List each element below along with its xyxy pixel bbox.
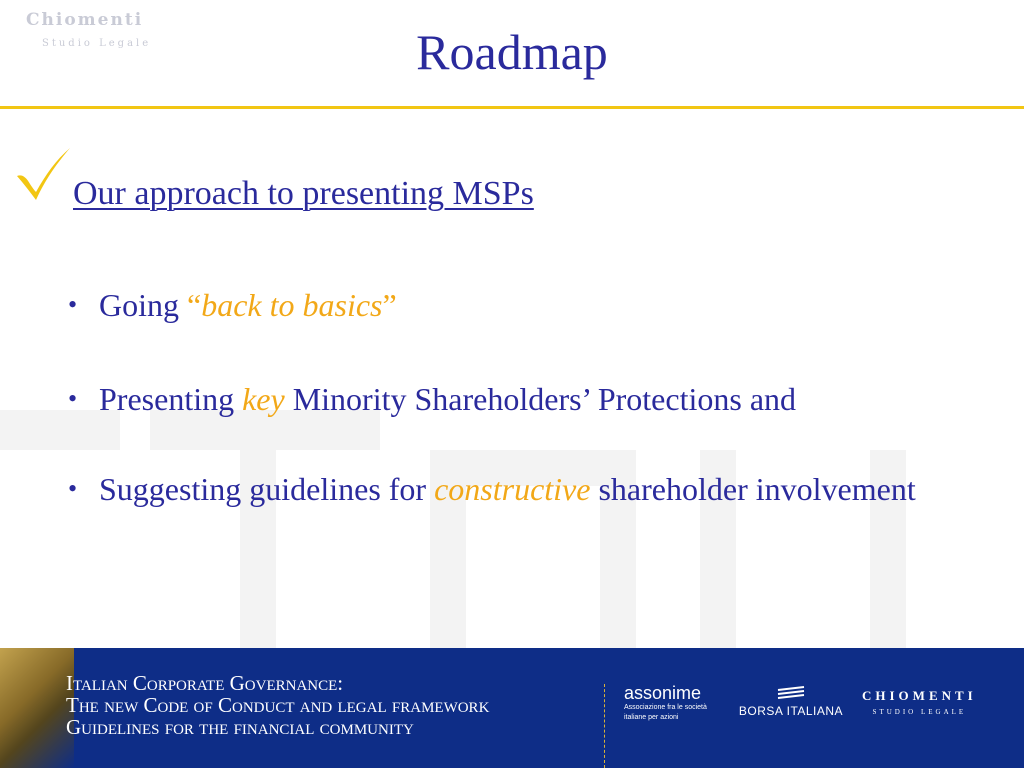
footer-separator (604, 684, 606, 768)
logo-line-2: Studio Legale (42, 38, 152, 49)
bullet-back-to-basics (64, 284, 994, 326)
checkmark-icon (14, 146, 72, 202)
bullet-text: Presenting (99, 381, 243, 417)
assonime-name: assonime (624, 683, 702, 703)
bullet-emphasis: key (242, 381, 285, 417)
slide-title: Roadmap (416, 24, 608, 80)
assonime-logo (624, 684, 707, 722)
section-heading: Our approach to presenting MSPs (73, 175, 534, 212)
borsa-name: BORSA ITALIANA (738, 704, 844, 718)
title-divider (0, 106, 1024, 109)
footer-line-1: Italian Corporate Governance: (66, 671, 344, 695)
bullet-text-rest: Minority Shareholders’ Protections and (284, 381, 797, 417)
bullet-emphasis: constructive (434, 471, 591, 507)
footer-line-3: Guidelines for the financial community (66, 715, 414, 739)
footer-line-2: The new Code of Conduct and legal framework (66, 693, 490, 717)
footer-banner (0, 648, 1024, 768)
bullet-text-rest: shareholder involvement (590, 471, 916, 507)
bullet-marker: • (68, 474, 78, 503)
bullet-marker: • (68, 384, 78, 413)
borsa-italiana-logo (736, 686, 846, 718)
footer-caption (66, 672, 489, 738)
chiomenti-subtitle: STUDIO LEGALE (872, 708, 967, 716)
logo-line-1: Chiomenti (26, 10, 144, 30)
bullet-marker: • (68, 290, 78, 319)
bullet-emphasis: back to basics (201, 287, 383, 323)
borsa-mark-icon (776, 686, 806, 702)
bullet-key-protections (64, 378, 994, 420)
chiomenti-logo-footer (862, 688, 977, 716)
chiomenti-name: CHIOMENTI (862, 688, 977, 703)
bullet-guidelines (64, 468, 994, 510)
bullet-list (64, 284, 994, 510)
close-quote: ” (382, 287, 397, 323)
open-quote: “ (187, 287, 202, 323)
assonime-subtitle-2: italiane per azioni (624, 714, 679, 721)
bullet-text: Suggesting guidelines for (99, 471, 435, 507)
assonime-subtitle-1: Associazione fra le società (624, 704, 707, 711)
building-photo (0, 648, 74, 768)
bullet-text: Going (99, 287, 187, 323)
